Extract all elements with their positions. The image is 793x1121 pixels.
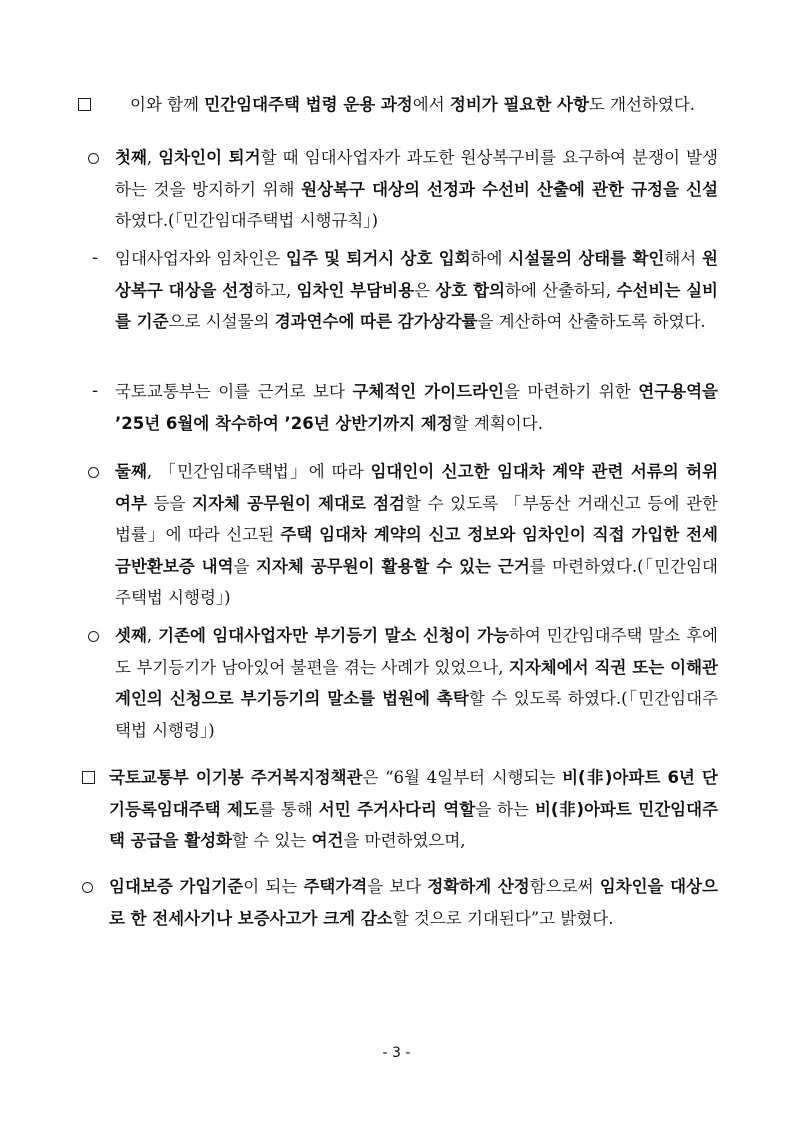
- body-text: 할 것으로 기대된다”고 밝혔다.: [392, 908, 614, 928]
- dash-bullet-icon: -: [92, 248, 99, 268]
- body-text: 을 마련하기 위한: [504, 382, 639, 401]
- body-text: ,: [146, 626, 159, 645]
- paragraph-text: [88, 620, 718, 746]
- body-text: 이와 함께: [130, 95, 205, 114]
- emphasis-text: 정확하게 산정: [427, 877, 530, 896]
- paragraph-text: [88, 456, 718, 614]
- circle-bullet-icon: [82, 871, 93, 904]
- emphasis-text: 임차인 부담비용: [296, 280, 415, 300]
- emphasis-text: 상호 합의: [435, 280, 505, 300]
- emphasis-text: 시설물의 상태를 확인: [508, 249, 665, 268]
- body-text: 에서: [412, 95, 450, 114]
- circle-bullet-icon: [88, 142, 99, 175]
- body-text: 임대사업자와 임차인은: [115, 249, 286, 268]
- emphasis-text: 지자체에서 직권 또는 이해관계인의 신청으로 부기등기의 말소를 법원에 촉탁: [115, 657, 718, 708]
- body-text: 해서: [664, 249, 703, 268]
- body-text: 할 수 있도록 「부동산 거래신고 등에 관한 법률」에 따라 신고된: [115, 493, 718, 544]
- paragraph-6: [88, 620, 718, 746]
- emphasis-text: 원상복구 대상을 선정: [115, 249, 718, 300]
- emphasis-text: 정비가 필요한 사항: [449, 95, 589, 114]
- emphasis-text: 여건: [311, 831, 344, 850]
- body-text: 를 마련하였다.(「민간임대주택법 시행령」): [115, 556, 718, 607]
- square-bullet-icon: [78, 89, 91, 122]
- emphasis-text: 입주 및 퇴거시 상호 입회: [286, 249, 471, 268]
- body-text: 하에: [470, 249, 509, 268]
- body-text: 을 보다: [367, 877, 428, 896]
- body-text: 을: [233, 556, 256, 576]
- body-text: ,: [146, 148, 159, 167]
- emphasis-text: 주택 임대차 계약의 신고 정보와 임차인이 직접 가입한 전세금반환보증 내역: [115, 525, 718, 576]
- body-text: 함으로써: [529, 877, 600, 896]
- paragraph-5: [88, 456, 718, 614]
- body-text: 을 마련하였으며,: [343, 831, 466, 850]
- emphasis-text: 임대인이 신고한 임대차 계약 관련 서류의 허위 여부: [115, 462, 719, 513]
- emphasis-text: 셋째: [115, 626, 147, 645]
- body-text: 할 수 있도록 하였다.(「민간임대주택법 시행령」): [115, 689, 718, 740]
- paragraph-text: [88, 243, 718, 338]
- paragraph-7: [82, 762, 718, 857]
- paragraph-text: [82, 871, 718, 934]
- body-text: 를 통해: [258, 799, 319, 819]
- body-text: 하였다.(「민간임대주택법 시행규칙」): [115, 211, 379, 230]
- paragraph-8: [82, 871, 718, 934]
- body-text: 은 “6월 4일부터 시행되는: [362, 768, 563, 787]
- paragraph-text: [88, 376, 718, 439]
- emphasis-text: 기존에 임대사업자만 부기등기 말소 신청이 가능: [158, 626, 509, 645]
- emphasis-text: 비(非)아파트 민간임대주택 공급을 활성화: [109, 799, 718, 850]
- circle-bullet-icon: [88, 456, 99, 489]
- body-text: 하여 민간임대주택 말소 후에도 부기등기가 남아있어 불편을 겪는 사례가 있었으나,: [115, 626, 718, 677]
- body-text: 이 되는: [243, 877, 304, 896]
- emphasis-text: 수선비는 실비를 기준: [115, 280, 718, 331]
- body-text: 을 하는: [475, 799, 535, 819]
- paragraph-4: [88, 376, 718, 439]
- emphasis-text: 첫째: [115, 148, 147, 167]
- body-text: 할 계획이다.: [452, 413, 543, 433]
- body-text: 도 개선하였다.: [588, 95, 696, 114]
- emphasis-text: 원상복구 대상의 선정과 수선비 산출에 관한 규정을 신설: [301, 179, 718, 199]
- emphasis-text: 지자체 공무원이 활용할 수 있는 근거: [255, 556, 530, 576]
- emphasis-text: 민간임대주택 법령 운용 과정: [204, 95, 413, 114]
- emphasis-text: 비(非)아파트 6년 단기등록임대주택 제도: [109, 768, 718, 819]
- body-text: , 「민간임대주택법」에 따라: [146, 462, 371, 481]
- body-text: 하에 산출하되,: [504, 280, 617, 300]
- emphasis-text: 둘째: [115, 462, 147, 481]
- body-text: 은: [414, 280, 436, 300]
- circle-bullet-icon: [88, 620, 99, 653]
- emphasis-text: 주택가격: [303, 877, 368, 896]
- paragraph-text: [103, 89, 718, 121]
- body-text: 하고,: [254, 280, 297, 300]
- paragraph-text: [82, 762, 718, 857]
- body-text: 할 때 임대사업자가 과도한 원상복구비를 요구하여 분쟁이 발생하는 것을 방지하기 위해: [115, 148, 718, 199]
- emphasis-text: 국토교통부 이기봉 주거복지정책관: [109, 768, 363, 787]
- dash-bullet-icon: -: [92, 381, 99, 401]
- emphasis-text: 서민 주거사다리 역할: [318, 799, 476, 819]
- body-text: 을 계산하여 산출하도록 하였다.: [477, 312, 706, 331]
- body-text: 등을: [146, 493, 193, 513]
- paragraph-1: [78, 89, 718, 121]
- page-number: - 3 -: [382, 1045, 411, 1061]
- paragraph-3: [88, 243, 718, 338]
- emphasis-text: 임차인이 퇴거: [158, 148, 261, 167]
- body-text: 국토교통부는 이를 근거로 보다: [115, 382, 353, 401]
- paragraph-text: [88, 142, 718, 237]
- body-text: 할 수 있는: [232, 831, 312, 850]
- body-text: 으로 시설물의: [168, 312, 275, 331]
- square-bullet-icon: [82, 762, 95, 795]
- emphasis-text: 구체적인 가이드라인: [352, 382, 505, 401]
- emphasis-text: 연구용역을 ’25년 6월에 착수하여 ’26년 상반기까지 제정: [115, 382, 718, 433]
- emphasis-text: 지자체 공무원이 제대로 점검: [192, 493, 405, 513]
- emphasis-text: 경과연수에 따른 감가상각률: [274, 312, 478, 331]
- emphasis-text: 임차인을 대상으로 한 전세사기나 보증사고가 크게 감소: [109, 877, 718, 928]
- emphasis-text: 임대보증 가입기준: [109, 877, 244, 896]
- paragraph-2: [88, 142, 718, 237]
